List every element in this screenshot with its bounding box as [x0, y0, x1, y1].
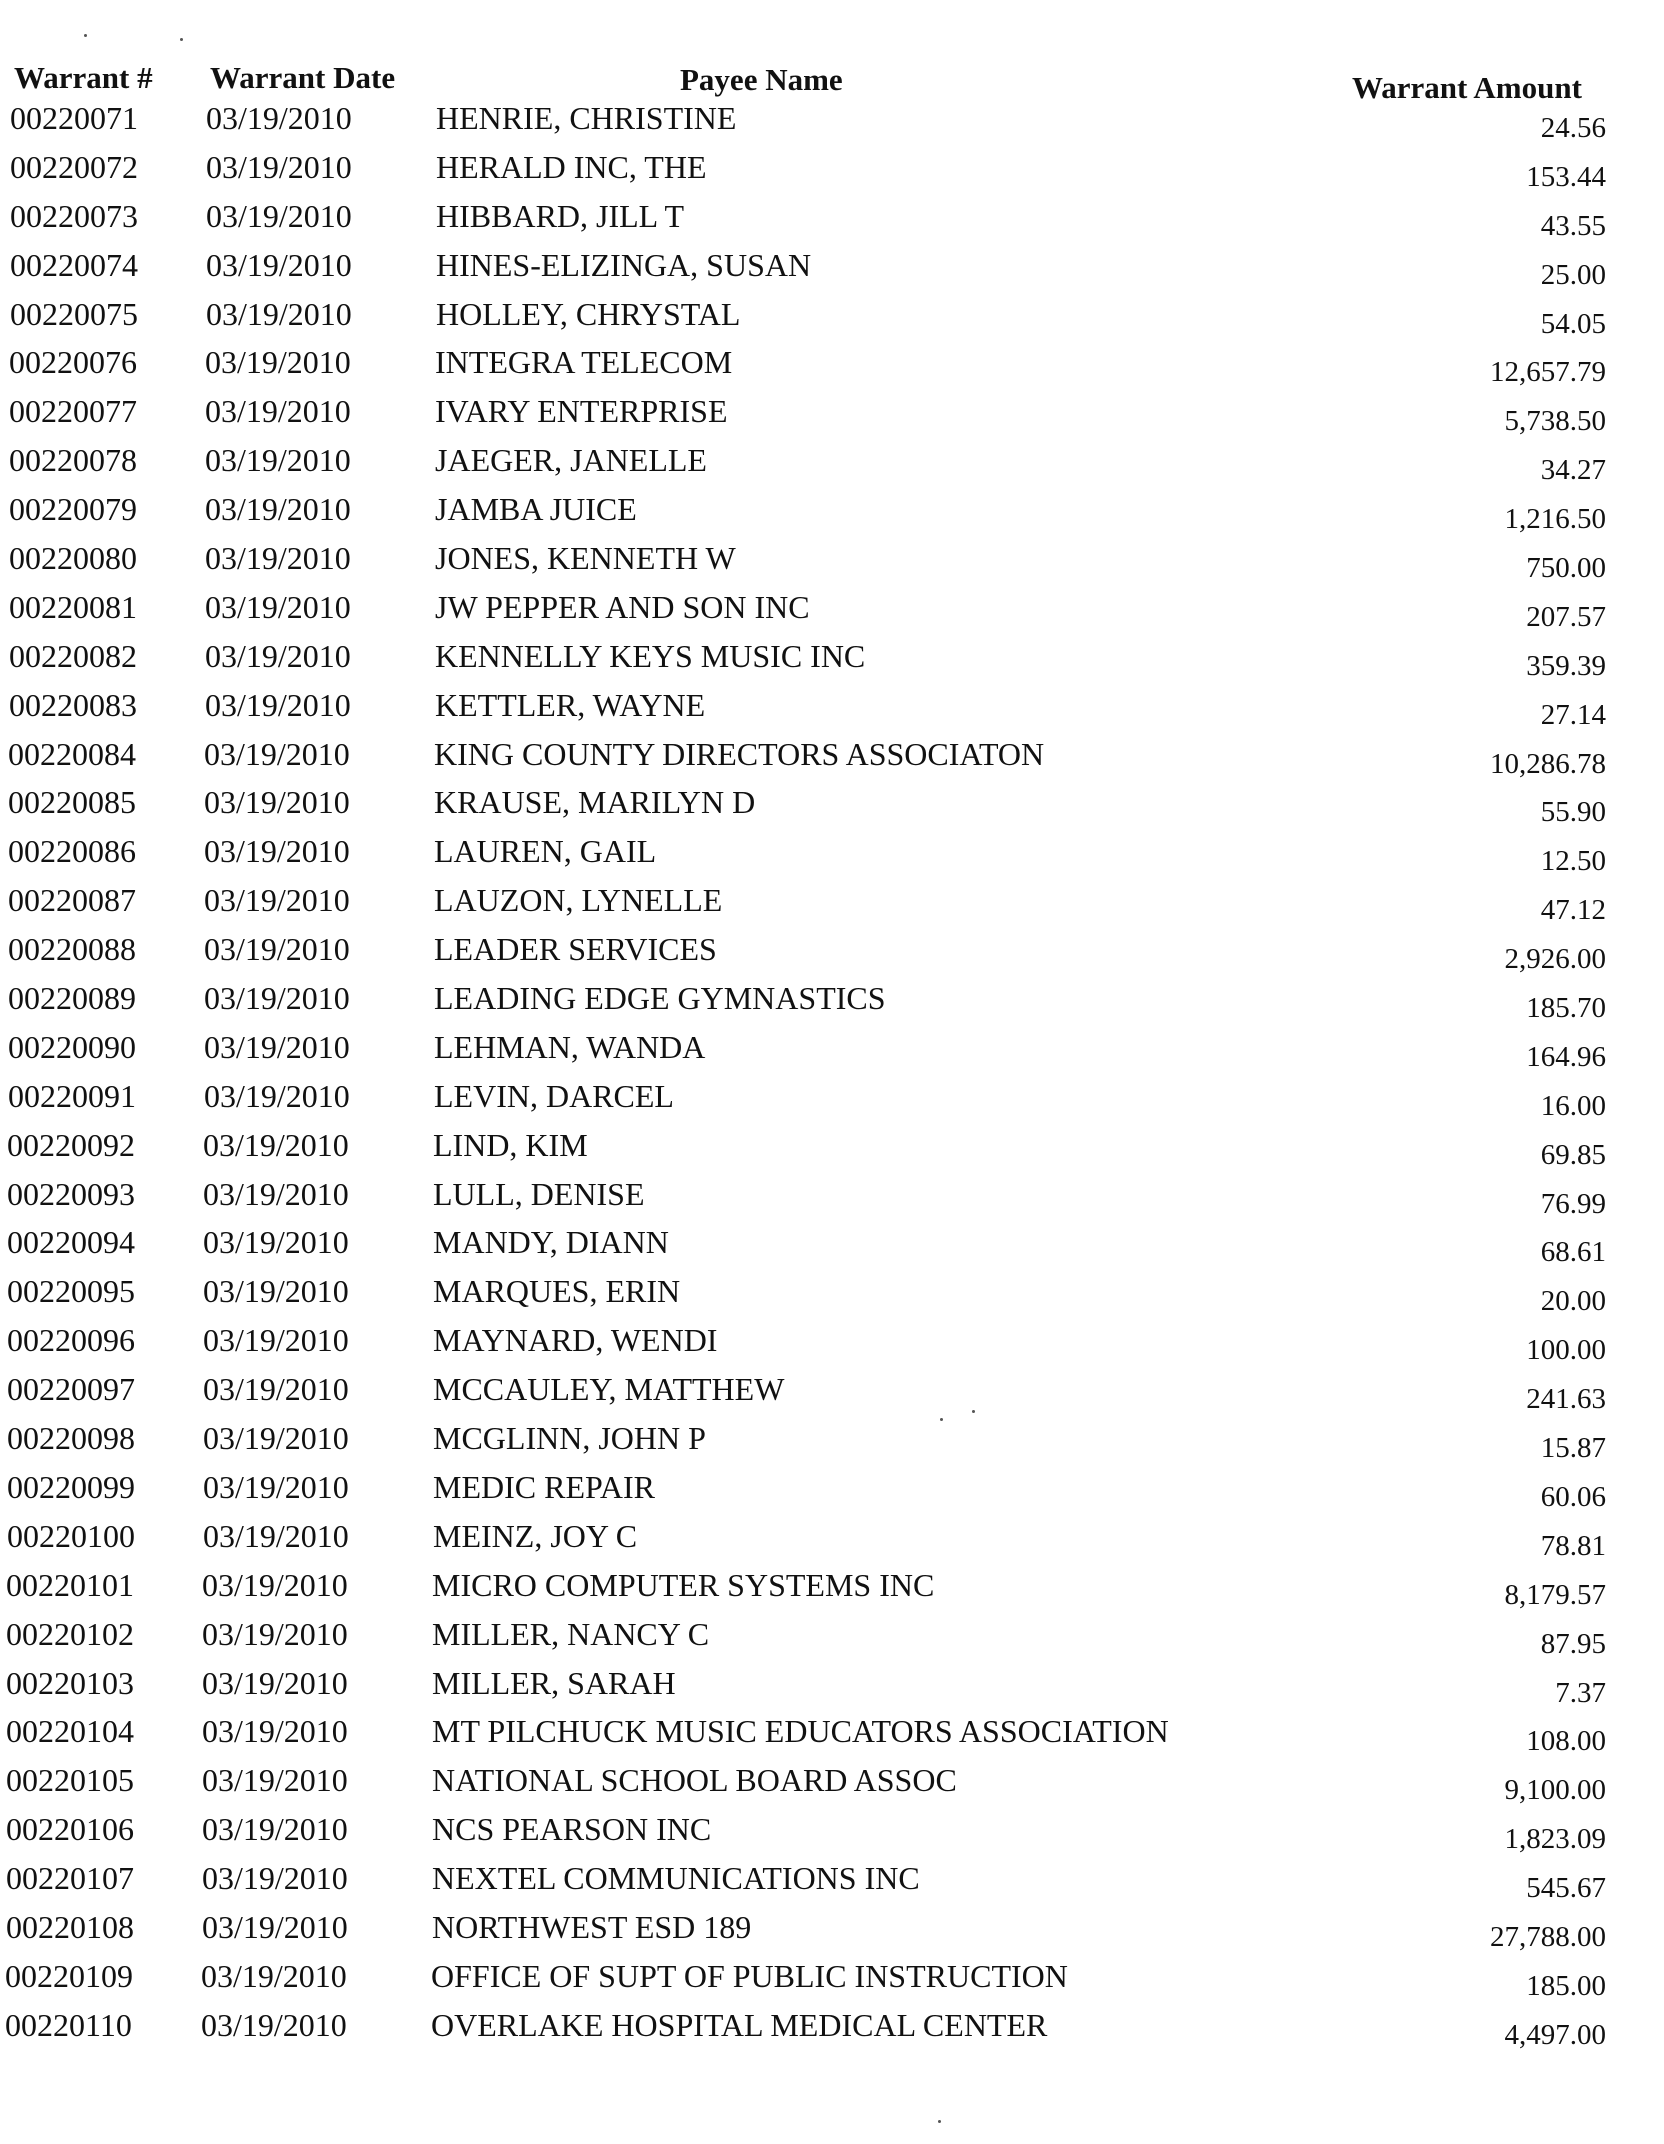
warrant-date-cell: 03/19/2010	[202, 1713, 348, 1750]
payee-name-cell: LULL, DENISE	[433, 1175, 645, 1212]
warrant-amount-cell: 10,286.78	[1490, 747, 1606, 780]
table-row	[0, 2007, 1664, 2056]
table-row	[0, 1860, 1664, 1909]
warrant-amount-cell: 12,657.79	[1490, 356, 1606, 389]
warrant-amount-cell: 359.39	[1526, 649, 1606, 682]
warrant-number-cell: 00220094	[7, 1224, 135, 1261]
payee-name-cell: LIND, KIM	[433, 1126, 588, 1163]
table-row	[0, 589, 1664, 638]
payee-name-cell: MCCAULEY, MATTHEW	[433, 1371, 785, 1408]
payee-name-cell: IVARY ENTERPRISE	[435, 393, 728, 430]
warrant-number-cell: 00220073	[10, 197, 138, 234]
warrant-number-cell: 00220098	[7, 1420, 135, 1457]
warrant-number-cell: 00220085	[8, 784, 136, 821]
warrant-number-cell: 00220107	[6, 1860, 134, 1897]
warrant-date-cell: 03/19/2010	[203, 1224, 349, 1261]
table-row	[0, 1322, 1664, 1371]
table-row	[0, 344, 1664, 393]
payee-name-cell: JW PEPPER AND SON INC	[435, 588, 810, 625]
warrant-number-cell: 00220089	[8, 980, 136, 1017]
warrant-number-cell: 00220092	[7, 1126, 135, 1163]
warrant-number-cell: 00220077	[9, 393, 137, 430]
warrant-amount-cell: 2,926.00	[1504, 943, 1606, 976]
table-row	[0, 198, 1664, 247]
warrant-date-cell: 03/19/2010	[205, 588, 351, 625]
warrant-date-cell: 03/19/2010	[205, 344, 351, 381]
payee-name-cell: LEADER SERVICES	[434, 931, 717, 968]
table-row	[0, 1665, 1664, 1714]
table-row	[0, 149, 1664, 198]
table-row	[0, 1420, 1664, 1469]
table-row	[0, 1176, 1664, 1225]
payee-name-cell: KETTLER, WAYNE	[435, 686, 706, 723]
warrant-date-cell: 03/19/2010	[202, 1566, 348, 1603]
warrant-amount-cell: 87.95	[1540, 1627, 1606, 1660]
warrant-number-cell: 00220071	[10, 100, 138, 136]
warrant-number-cell: 00220082	[9, 637, 137, 674]
warrant-date-cell: 03/19/2010	[202, 1860, 348, 1897]
warrant-number-cell: 00220102	[6, 1615, 134, 1652]
warrant-date-cell: 03/19/2010	[202, 1762, 348, 1799]
warrant-date-cell: 03/19/2010	[203, 1322, 349, 1359]
warrant-amount-cell: 1,823.09	[1504, 1823, 1606, 1856]
warrant-amount-cell: 7.37	[1555, 1676, 1606, 1709]
warrant-date-cell: 03/19/2010	[203, 1273, 349, 1310]
warrant-date-cell: 03/19/2010	[206, 197, 352, 234]
warrant-amount-cell: 153.44	[1526, 160, 1606, 193]
warrant-number-cell: 00220110	[5, 2006, 132, 2043]
warrant-amount-cell: 1,216.50	[1504, 503, 1606, 536]
scan-speck	[180, 38, 183, 41]
payee-name-cell: JAMBA JUICE	[435, 491, 637, 528]
warrant-number-cell: 00220088	[8, 931, 136, 968]
payee-name-cell: HOLLEY, CHRYSTAL	[436, 295, 741, 332]
payee-name-cell: JAEGER, JANELLE	[435, 442, 707, 479]
warrant-amount-cell: 241.63	[1526, 1383, 1606, 1416]
warrant-number-cell: 00220090	[8, 1028, 136, 1065]
payee-name-cell: MAYNARD, WENDI	[433, 1322, 718, 1359]
warrant-date-cell: 03/19/2010	[204, 980, 350, 1017]
table-row	[0, 1909, 1664, 1958]
warrant-amount-cell: 60.06	[1540, 1480, 1606, 1513]
warrant-date-cell: 03/19/2010	[204, 1077, 350, 1114]
warrant-amount-cell: 108.00	[1526, 1725, 1606, 1758]
warrant-date-cell: 03/19/2010	[201, 2006, 347, 2043]
table-row	[0, 100, 1664, 149]
warrant-number-cell: 00220104	[6, 1713, 134, 1750]
payee-name-cell: MEDIC REPAIR	[433, 1468, 655, 1505]
table-row	[0, 1958, 1664, 2007]
warrant-amount-cell: 76.99	[1540, 1187, 1606, 1220]
warrant-number-cell: 00220106	[6, 1811, 134, 1848]
warrant-amount-cell: 185.70	[1526, 992, 1606, 1025]
warrant-amount-cell: 185.00	[1526, 1969, 1606, 2002]
warrant-amount-cell: 55.90	[1540, 796, 1606, 829]
warrant-amount-cell: 5,738.50	[1504, 405, 1606, 438]
warrant-number-cell: 00220101	[6, 1566, 134, 1603]
warrant-number-cell: 00220075	[10, 295, 138, 332]
warrant-amount-cell: 54.05	[1540, 307, 1606, 340]
payee-name-cell: LAUREN, GAIL	[434, 833, 657, 870]
payee-name-cell: MILLER, SARAH	[432, 1664, 676, 1701]
table-row	[0, 1762, 1664, 1811]
payee-name-cell: OFFICE OF SUPT OF PUBLIC INSTRUCTION	[431, 1957, 1068, 1994]
warrant-number-cell: 00220080	[9, 540, 137, 577]
warrant-amount-cell: 8,179.57	[1504, 1578, 1606, 1611]
warrant-number-cell: 00220109	[5, 1957, 133, 1994]
payee-name-cell: OVERLAKE HOSPITAL MEDICAL CENTER	[431, 2006, 1048, 2043]
warrant-date-cell: 03/19/2010	[202, 1615, 348, 1652]
warrant-amount-cell: 9,100.00	[1504, 1774, 1606, 1807]
table-row	[0, 931, 1664, 980]
warrant-number-cell: 00220100	[7, 1517, 135, 1554]
warrant-date-cell: 03/19/2010	[205, 686, 351, 723]
warrant-date-cell: 03/19/2010	[205, 393, 351, 430]
warrant-amount-cell: 27.14	[1540, 698, 1606, 731]
warrant-amount-cell: 4,497.00	[1504, 2018, 1606, 2051]
table-row	[0, 1811, 1664, 1860]
warrant-date-cell: 03/19/2010	[203, 1175, 349, 1212]
header-payee-name: Payee Name	[680, 62, 843, 97]
warrant-amount-cell: 68.61	[1540, 1236, 1606, 1269]
payee-name-cell: LEHMAN, WANDA	[434, 1028, 706, 1065]
table-row	[0, 1469, 1664, 1518]
warrant-amount-cell: 24.56	[1540, 112, 1606, 144]
warrant-number-cell: 00220078	[9, 442, 137, 479]
warrant-amount-cell: 16.00	[1540, 1089, 1606, 1122]
warrant-number-cell: 00220105	[6, 1762, 134, 1799]
warrant-date-cell: 03/19/2010	[202, 1908, 348, 1945]
warrant-date-cell: 03/19/2010	[201, 1957, 347, 1994]
warrant-number-cell: 00220074	[10, 246, 138, 283]
warrant-date-cell: 03/19/2010	[204, 882, 350, 919]
table-row	[0, 1127, 1664, 1176]
payee-name-cell: LEADING EDGE GYMNASTICS	[434, 980, 886, 1017]
warrant-amount-cell: 34.27	[1540, 454, 1606, 487]
warrant-number-cell: 00220093	[7, 1175, 135, 1212]
payee-name-cell: MEINZ, JOY C	[433, 1517, 638, 1554]
table-row	[0, 833, 1664, 882]
warrant-date-cell: 03/19/2010	[204, 1028, 350, 1065]
table-row	[0, 1078, 1664, 1127]
warrant-amount-cell: 100.00	[1526, 1334, 1606, 1367]
warrant-amount-cell: 545.67	[1526, 1872, 1606, 1905]
table-row	[0, 687, 1664, 736]
payee-name-cell: NCS PEARSON INC	[432, 1811, 712, 1848]
table-row	[0, 1616, 1664, 1665]
table-row	[0, 638, 1664, 687]
table-row	[0, 736, 1664, 785]
warrant-date-cell: 03/19/2010	[205, 540, 351, 577]
warrant-number-cell: 00220081	[9, 588, 137, 625]
table-row	[0, 784, 1664, 833]
warrant-number-cell: 00220091	[8, 1077, 136, 1114]
table-row	[0, 1713, 1664, 1762]
payee-name-cell: HENRIE, CHRISTINE	[436, 100, 737, 136]
payee-name-cell: NORTHWEST ESD 189	[432, 1908, 752, 1945]
warrant-amount-cell: 15.87	[1540, 1432, 1606, 1465]
payee-name-cell: KRAUSE, MARILYN D	[434, 784, 756, 821]
warrant-date-cell: 03/19/2010	[204, 833, 350, 870]
warrant-amount-cell: 43.55	[1540, 209, 1606, 242]
warrant-date-cell: 03/19/2010	[206, 148, 352, 185]
warrant-date-cell: 03/19/2010	[203, 1468, 349, 1505]
payee-name-cell: MANDY, DIANN	[433, 1224, 669, 1261]
warrant-number-cell: 00220099	[7, 1468, 135, 1505]
warrant-amount-cell: 12.50	[1540, 845, 1606, 878]
table-row	[0, 1518, 1664, 1567]
warrant-table-body	[0, 100, 1664, 2056]
warrant-number-cell: 00220084	[8, 735, 136, 772]
warrant-date-cell: 03/19/2010	[202, 1811, 348, 1848]
warrant-date-cell: 03/19/2010	[203, 1126, 349, 1163]
payee-name-cell: MT PILCHUCK MUSIC EDUCATORS ASSOCIATION	[432, 1713, 1169, 1750]
payee-name-cell: HERALD INC, THE	[436, 148, 707, 185]
warrant-number-cell: 00220072	[10, 148, 138, 185]
warrant-amount-cell: 750.00	[1526, 552, 1606, 585]
warrant-date-cell: 03/19/2010	[204, 931, 350, 968]
table-row	[0, 247, 1664, 296]
warrant-number-cell: 00220083	[9, 686, 137, 723]
warrant-date-cell: 03/19/2010	[206, 100, 352, 136]
table-row	[0, 491, 1664, 540]
table-row	[0, 296, 1664, 345]
table-row	[0, 882, 1664, 931]
payee-name-cell: MILLER, NANCY C	[432, 1615, 710, 1652]
warrant-amount-cell: 20.00	[1540, 1285, 1606, 1318]
warrant-date-cell: 03/19/2010	[204, 735, 350, 772]
payee-name-cell: JONES, KENNETH W	[435, 540, 736, 577]
warrant-number-cell: 00220087	[8, 882, 136, 919]
payee-name-cell: KENNELLY KEYS MUSIC INC	[435, 637, 866, 674]
table-row	[0, 442, 1664, 491]
payee-name-cell: NATIONAL SCHOOL BOARD ASSOC	[432, 1762, 957, 1799]
table-row	[0, 980, 1664, 1029]
warrant-number-cell: 00220086	[8, 833, 136, 870]
warrant-amount-cell: 78.81	[1540, 1529, 1606, 1562]
warrant-date-cell: 03/19/2010	[203, 1420, 349, 1457]
warrant-number-cell: 00220079	[9, 491, 137, 528]
warrant-date-cell: 03/19/2010	[204, 784, 350, 821]
table-row	[0, 393, 1664, 442]
payee-name-cell: LEVIN, DARCEL	[434, 1077, 674, 1114]
warrant-amount-cell: 47.12	[1540, 894, 1606, 927]
table-row	[0, 1029, 1664, 1078]
payee-name-cell: INTEGRA TELECOM	[435, 344, 733, 381]
header-warrant-date: Warrant Date	[210, 60, 396, 95]
table-row	[0, 540, 1664, 589]
payee-name-cell: HIBBARD, JILL T	[436, 197, 684, 234]
warrant-number-cell: 00220103	[6, 1664, 134, 1701]
warrant-number-cell: 00220095	[7, 1273, 135, 1310]
warrant-date-cell: 03/19/2010	[205, 442, 351, 479]
payee-name-cell: NEXTEL COMMUNICATIONS INC	[432, 1860, 920, 1897]
warrant-amount-cell: 164.96	[1526, 1040, 1606, 1073]
table-row	[0, 1567, 1664, 1616]
warrant-amount-cell: 69.85	[1540, 1138, 1606, 1171]
payee-name-cell: MARQUES, ERIN	[433, 1273, 681, 1310]
warrant-date-cell: 03/19/2010	[205, 637, 351, 674]
warrant-amount-cell: 207.57	[1526, 600, 1606, 633]
payee-name-cell: HINES-ELIZINGA, SUSAN	[436, 246, 812, 283]
warrant-amount-cell: 25.00	[1540, 258, 1606, 291]
table-row	[0, 1371, 1664, 1420]
warrant-number-cell: 00220076	[9, 344, 137, 381]
warrant-date-cell: 03/19/2010	[206, 295, 352, 332]
payee-name-cell: MCGLINN, JOHN P	[433, 1420, 706, 1457]
warrant-number-cell: 00220096	[7, 1322, 135, 1359]
header-warrant-amount: Warrant Amount	[1352, 70, 1582, 105]
warrant-date-cell: 03/19/2010	[206, 246, 352, 283]
warrant-date-cell: 03/19/2010	[205, 491, 351, 528]
header-warrant-number: Warrant #	[14, 60, 153, 95]
table-row	[0, 1224, 1664, 1273]
payee-name-cell: MICRO COMPUTER SYSTEMS INC	[432, 1566, 935, 1603]
scan-speck	[938, 2120, 941, 2123]
warrant-amount-cell: 27,788.00	[1490, 1920, 1606, 1953]
warrant-date-cell: 03/19/2010	[203, 1517, 349, 1554]
payee-name-cell: LAUZON, LYNELLE	[434, 882, 723, 919]
table-row	[0, 1273, 1664, 1322]
scan-speck	[84, 34, 87, 37]
warrant-date-cell: 03/19/2010	[203, 1371, 349, 1408]
warrant-number-cell: 00220108	[6, 1908, 134, 1945]
warrant-date-cell: 03/19/2010	[202, 1664, 348, 1701]
warrant-number-cell: 00220097	[7, 1371, 135, 1408]
payee-name-cell: KING COUNTY DIRECTORS ASSOCIATON	[434, 735, 1045, 772]
